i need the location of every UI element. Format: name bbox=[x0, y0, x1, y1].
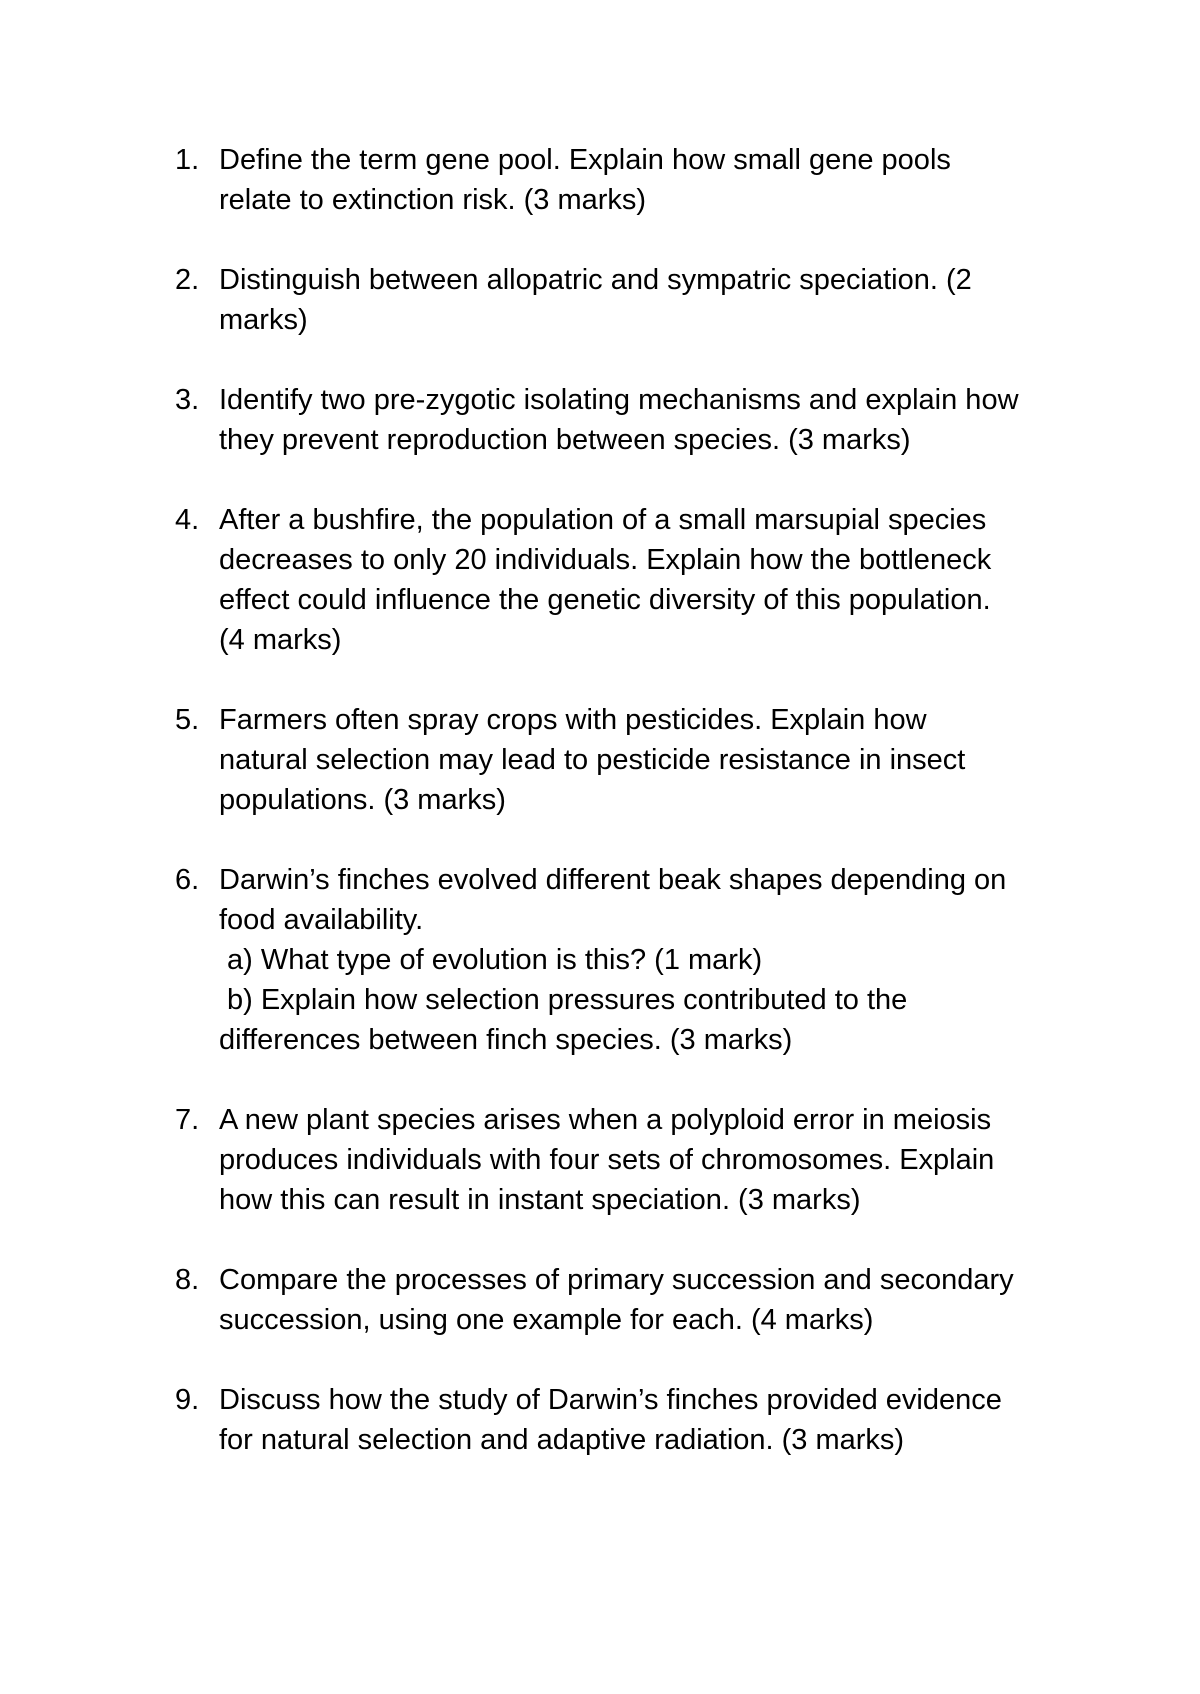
question-text-line: for natural selection and adaptive radiation. (3 marks) bbox=[219, 1424, 905, 1456]
question-text-line: Define the term gene pool. Explain how small gene pools bbox=[219, 144, 951, 176]
question-text-line: After a bushfire, the population of a small marsupial species bbox=[219, 504, 987, 536]
question-text-line: decreases to only 20 individuals. Explain how the bottleneck bbox=[219, 544, 992, 576]
question-text-line: Discuss how the study of Darwin’s finches provided evidence bbox=[219, 1384, 1002, 1416]
question-2 bbox=[175, 260, 1075, 340]
question-4 bbox=[175, 500, 1075, 660]
question-number: 2. bbox=[175, 264, 200, 296]
question-text-line: relate to extinction risk. (3 marks) bbox=[219, 184, 647, 216]
question-number: 8. bbox=[175, 1264, 200, 1296]
question-text-line: marks) bbox=[219, 304, 308, 336]
question-number: 5. bbox=[175, 704, 200, 736]
question-text-line: Compare the processes of primary succession and secondary bbox=[219, 1264, 1014, 1296]
question-subpart-b: b) Explain how selection pressures contributed to the bbox=[227, 984, 908, 1016]
question-text-line: populations. (3 marks) bbox=[219, 784, 506, 816]
question-number: 3. bbox=[175, 384, 200, 416]
question-text-line: natural selection may lead to pesticide resistance in insect bbox=[219, 744, 966, 776]
question-number: 1. bbox=[175, 144, 200, 176]
question-text-line: A new plant species arises when a polyploid error in meiosis bbox=[219, 1104, 992, 1136]
question-text-line: Identify two pre-zygotic isolating mechanisms and explain how bbox=[219, 384, 1019, 416]
question-list bbox=[175, 140, 1075, 1500]
question-9 bbox=[175, 1380, 1075, 1460]
question-text-line: (4 marks) bbox=[219, 624, 342, 656]
question-5 bbox=[175, 700, 1075, 820]
question-text-line: effect could influence the genetic diversity of this population. bbox=[219, 584, 991, 616]
question-number: 7. bbox=[175, 1104, 200, 1136]
question-text-line: Darwin’s finches evolved different beak shapes depending on bbox=[219, 864, 1007, 896]
question-text-line: they prevent reproduction between species. (3 marks) bbox=[219, 424, 911, 456]
question-text-line: produces individuals with four sets of chromosomes. Explain bbox=[219, 1144, 995, 1176]
question-text-line: succession, using one example for each. (4 marks) bbox=[219, 1304, 874, 1336]
question-7 bbox=[175, 1100, 1075, 1220]
question-subpart-a: a) What type of evolution is this? (1 mark) bbox=[227, 944, 763, 976]
question-text-line: differences between finch species. (3 marks) bbox=[219, 1024, 793, 1056]
question-3 bbox=[175, 380, 1075, 460]
question-text-line: food availability. bbox=[219, 904, 424, 936]
question-number: 4. bbox=[175, 504, 200, 536]
question-number: 6. bbox=[175, 864, 200, 896]
question-text-line: how this can result in instant speciation. (3 marks) bbox=[219, 1184, 861, 1216]
question-number: 9. bbox=[175, 1384, 200, 1416]
question-text-line: Farmers often spray crops with pesticides. Explain how bbox=[219, 704, 927, 736]
question-1 bbox=[175, 140, 1075, 220]
question-6 bbox=[175, 860, 1075, 1060]
question-8 bbox=[175, 1260, 1075, 1340]
question-text-line: Distinguish between allopatric and sympatric speciation. (2 bbox=[219, 264, 972, 296]
